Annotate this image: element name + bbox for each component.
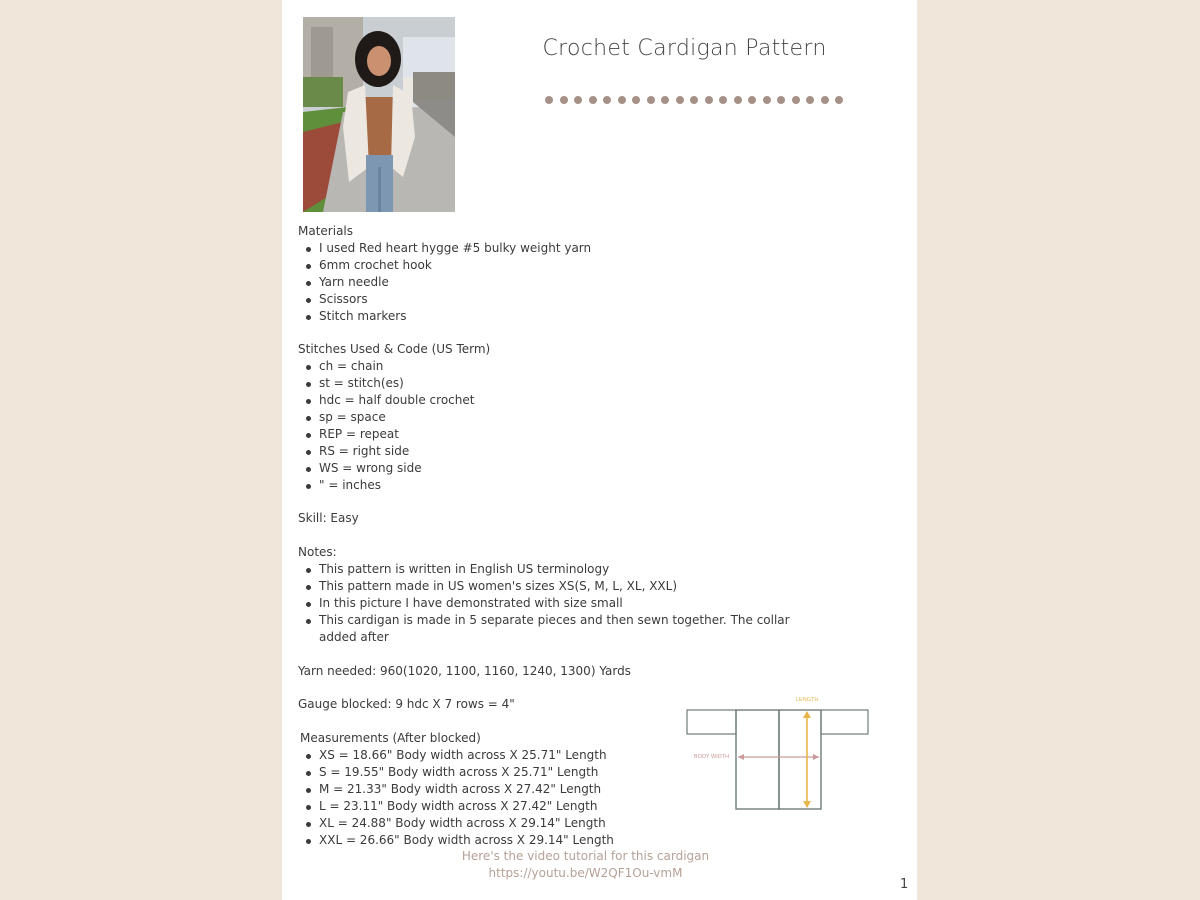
divider-dot <box>560 96 568 104</box>
measurements-heading: Measurements (After blocked) <box>300 731 481 746</box>
length-label: LENGTH <box>796 697 819 703</box>
divider-dot <box>647 96 655 104</box>
list-item: S = 19.55" Body width across X 25.71" Length <box>319 764 818 781</box>
list-item: sp = space <box>319 409 818 426</box>
list-item: st = stitch(es) <box>319 375 818 392</box>
gauge: Gauge blocked: 9 hdc X 7 rows = 4" <box>298 697 515 712</box>
list-item: WS = wrong side <box>319 460 818 477</box>
divider-dot <box>719 96 727 104</box>
divider-dot <box>632 96 640 104</box>
skill-level: Skill: Easy <box>298 511 359 526</box>
notes-list <box>298 561 818 646</box>
list-item: Stitch markers <box>319 308 818 325</box>
divider-dot <box>690 96 698 104</box>
divider-dot <box>806 96 814 104</box>
dot-divider <box>545 96 843 104</box>
divider-dot <box>574 96 582 104</box>
video-tutorial-link[interactable]: https://youtu.be/W2QF1Ou-vmM <box>488 866 683 880</box>
divider-dot <box>792 96 800 104</box>
page-title: Crochet Cardigan Pattern <box>542 36 827 61</box>
divider-dot <box>748 96 756 104</box>
list-item: 6mm crochet hook <box>319 257 818 274</box>
divider-dot <box>777 96 785 104</box>
divider-dot <box>618 96 626 104</box>
list-item: This cardigan is made in 5 separate pieces and then sewn together. The collar added after <box>319 612 818 646</box>
list-item: XS = 18.66" Body width across X 25.71" Length <box>319 747 818 764</box>
yarn-needed: Yarn needed: 960(1020, 1100, 1160, 1240, 1300) Yards <box>298 663 631 678</box>
width-label: BODY WIDTH <box>694 754 730 760</box>
materials-heading: Materials <box>298 224 354 238</box>
list-item: In this picture I have demonstrated with size small <box>319 595 818 612</box>
divider-dot <box>835 96 843 104</box>
list-item: ch = chain <box>319 358 818 375</box>
divider-dot <box>821 96 829 104</box>
video-tutorial-text: Here's the video tutorial for this cardigan <box>461 849 710 863</box>
list-item: hdc = half double crochet <box>319 392 818 409</box>
divider-dot <box>661 96 669 104</box>
cardigan-schematic <box>685 692 870 814</box>
list-item: L = 23.11" Body width across X 27.42" Length <box>319 798 818 815</box>
list-item: M = 21.33" Body width across X 27.42" Length <box>319 781 818 798</box>
list-item: This pattern made in US women's sizes XS(S, M, L, XL, XXL) <box>319 578 818 595</box>
pattern-page <box>282 0 917 900</box>
divider-dot <box>589 96 597 104</box>
divider-dot <box>763 96 771 104</box>
divider-dot <box>676 96 684 104</box>
cardigan-photo <box>303 17 455 212</box>
schematic-drawing <box>685 692 870 814</box>
list-item: Scissors <box>319 291 818 308</box>
list-item: Yarn needle <box>319 274 818 291</box>
list-item: This pattern is written in English US terminology <box>319 561 818 578</box>
stitches-list <box>298 358 818 493</box>
list-item: XXL = 26.66" Body width across X 29.14" Length <box>319 832 818 849</box>
stitches-heading: Stitches Used & Code (US Term) <box>298 342 491 357</box>
divider-dot <box>734 96 742 104</box>
notes-heading: Notes: <box>298 545 337 560</box>
list-item: I used Red heart hygge #5 bulky weight yarn <box>319 240 818 257</box>
materials-list <box>298 240 818 325</box>
divider-dot <box>545 96 553 104</box>
divider-dot <box>603 96 611 104</box>
list-item: XL = 24.88" Body width across X 29.14" Length <box>319 815 818 832</box>
divider-dot <box>705 96 713 104</box>
list-item: " = inches <box>319 477 818 494</box>
page-number: 1 <box>900 877 909 892</box>
list-item: RS = right side <box>319 443 818 460</box>
cardigan-photo-image <box>303 17 455 212</box>
list-item: REP = repeat <box>319 426 818 443</box>
